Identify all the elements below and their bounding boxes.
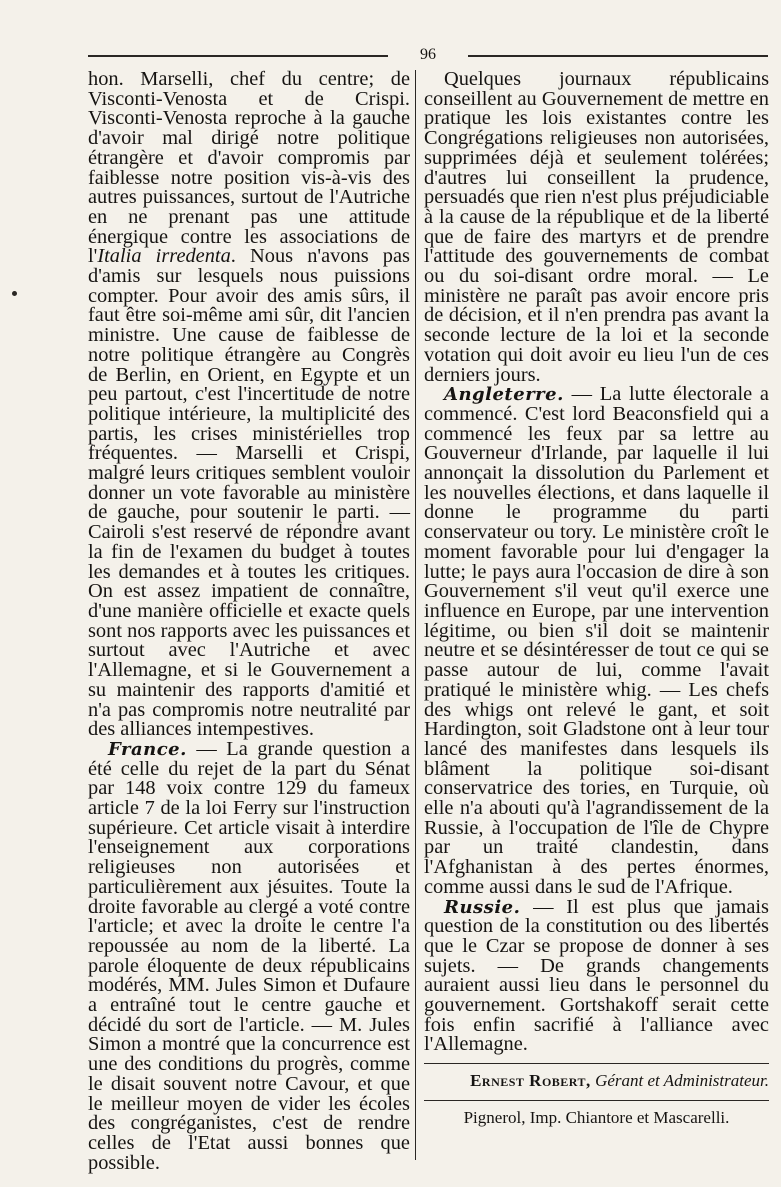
italia-irredenta-text: Italia irredenta xyxy=(97,245,231,268)
margin-dot xyxy=(12,291,17,296)
signature-role: Gérant et Administrateur. xyxy=(590,1071,769,1091)
section-heading-france: France. xyxy=(108,738,187,760)
signature xyxy=(424,1070,769,1092)
section-heading-russie: Russie. xyxy=(444,896,521,918)
france-paragraph: France. — La grande question a été celle du rejet de la part du Sénat par 148 voix contre 129 du fameux article 7 de la loi Ferry sur l'instruction supérieure. Cet article visait à interdire l'enseignement aux corporations religieuses non autorisées et particulièrement aux jésuites. Toute la droite favorable au clergé a voté contre l'article; et avec la droite le centre l'a repoussée au nom de la liberté. La parole éloquente de deux républicains modérés, MM. Jules Simon et Dufaure a entraîné tout le centre gauche et décidé du sort de l'article. — M. Jules Simon a montré que la concurrence est une des conditions du progrès, comme le disait souvent notre Cavour, et que le meilleur moyen de vider les écoles des congréganistes, c'est de rendre celles de l'Etat aussi bonnes que possible. xyxy=(88,737,410,1174)
angleterre-paragraph: Angleterre. — La lutte électorale a commencé. C'est lord Beaconsfield qui a commencé les feux par sa lettre au Gouverneur d'Irlande, par laquelle il lui annonçait la dissolution du Parlement et les nouvelles élections, et dans laquelle il donne le programme du parti conservateur ou tory. Le ministère croît le moment favorable pour lui d'engager la lutte; le pays aura l'occasion de dire à son Gouvernement s'il veut qu'il exerce une influence en Europe, par une intervention légitime, ou bien s'il doit se maintenir neutre et se désintéresser de tout ce qui se passe autour de lui, comme l'avait pratiqué le ministère whig. — Les chefs des whigs ont relevé le gant, et soit Hardington, soit Gladstone ont à leur tour lancé des manifestes dans lesquels ils blâment la politique soi-disant conservatrice des tories, en Turquie, où elle n'a abouti qu'à l'agrandissement de la Russie, à l'occupation de l'île de Chypre par un traité clandestin, dans l'Afghanistan à des pertes énormes, comme aussi dans le sud de l'Afrique. xyxy=(424,383,769,898)
signature-rule xyxy=(424,1063,769,1064)
header-rule-left xyxy=(88,55,388,57)
section-heading-angleterre: Angleterre. xyxy=(444,384,564,406)
header-rule-right xyxy=(468,55,768,57)
page-header xyxy=(88,44,768,68)
printer-rule xyxy=(424,1100,769,1101)
russie-paragraph: Russie. — Il est plus que jamais question de la constitution ou des libertés que le Czar se propose de donner à ses sujets. — De grands changements auraient aussi lieu dans le personnel du gouvernement. Gortshakoff serait cette fois enfin sacrifié à l'alliance avec l'Allemagne. xyxy=(424,895,769,1056)
left-column xyxy=(88,70,410,1173)
republican-paragraph: Quelques journaux républicains conseillent au Gouvernement de mettre en pratique les lois existantes contre les Congrégations religieuses non autorisées, supprimées déjà et seulement tolérées; d'autres lui conseillent la prudence, persuadés que rien n'est plus préjudiciable à la cause de la république et de la liberté que de faire des martyrs et de prendre l'attitude des gouvernements de combat ou du soi-disant ordre moral. — Le ministère ne paraît pas avoir encore pris de décision, et il n'en prendra pas avant la seconde lecture de la loi et la seconde votation qui doit avoir eu lieu l'un de ces derniers jours. xyxy=(424,68,769,386)
printer-imprint: Pignerol, Imp. Chiantore et Mascarelli. xyxy=(463,1108,730,1128)
page-number: 96 xyxy=(420,46,436,63)
column-divider xyxy=(415,70,416,1160)
italy-paragraph: hon. Marselli, chef du centre; de Visconti-Venosta et de Crispi. Visconti-Venosta reproche à la gauche d'avoir mal dirigé notre politique étrangère et d'avoir compromis par faiblesse notre position vis-à-vis des autres puissances, surtout de l'Autriche en ne prenant pas une attitude énergique contre les associations de l'Italia irredenta. Nous n'avons pas d'amis sur lesquels nous puissions compter. Pour avoir des amis sûrs, il faut être soi-même ami sûr, dit l'ancien ministre. Une cause de faiblesse de notre politique étrangère au Congrès de Berlin, en Orient, en Egypte et un peu partout, c'est l'incertitude de notre politique intérieure, la multiplicité des partis, les crises ministérielles trop fréquentes. — Marselli et Crispi, malgré leurs critiques semblent vouloir donner un vote favorable au ministère de gauche, pour soutenir le parti. — Cairoli s'est reservé de répondre avant la fin de l'examen du budget à toutes les demandes et à toutes les critiques. On est assez impatient de connaître, d'une manière officielle et exacte quels sont nos rapports avec les puissances et surtout avec l'Autriche et avec l'Allemagne, et si le Gouvernement a su maintenir des rapports d'amitié et n'a pas compromis notre neutralité par des alliances intempestives. xyxy=(88,68,410,741)
right-column xyxy=(424,70,769,1129)
signature-name: Ernest Robert, xyxy=(470,1071,591,1091)
